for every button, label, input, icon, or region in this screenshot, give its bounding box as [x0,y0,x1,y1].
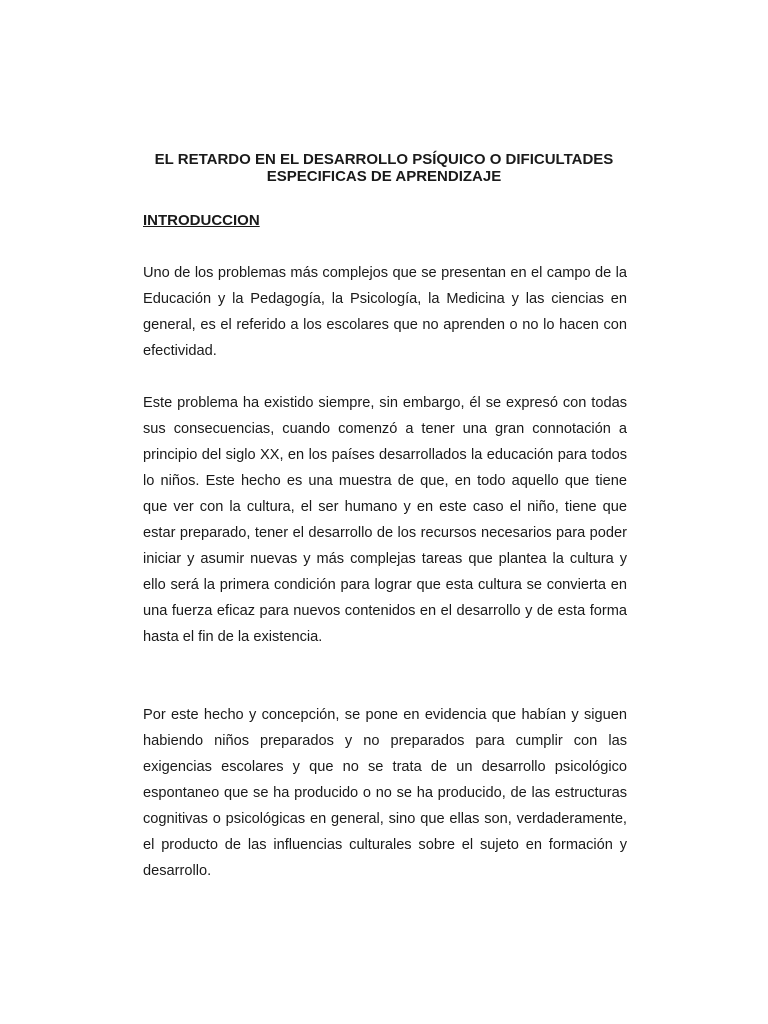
title-line-2: ESPECIFICAS DE APRENDIZAJE [266,168,502,185]
paragraph-1: Uno de los problemas más complejos que se presentan en el campo de la Educación y la Pedagogía, la Psicología, la Medicina y las ciencias en general, es el referido a los escolares que no aprenden o no lo hacen con efectividad. [143,265,627,359]
title-line-1: EL RETARDO EN EL DESARROLLO PSÍQUICO O DIFICULTADES [154,151,614,168]
document-title [120,151,648,185]
paragraph-3: Por este hecho y concepción, se pone en evidencia que habían y siguen habiendo niños preparados y no preparados para cumplir con las exigencias escolares y que no se trata de un desarrollo psicológico espontaneo que se ha producido o no se ha producido, de las estructuras cognitivas o psicológicas en general, sino que ellas son, verdaderamente, el producto de las influencias culturales sobre el sujeto en formación y desarrollo. [143,707,627,879]
section-heading: INTRODUCCION [143,212,260,229]
paragraph-2: Este problema ha existido siempre, sin embargo, él se expresó con todas sus consecuencias, cuando comenzó a tener una gran connotación a principio del siglo XX, en los países desarrollados la educación para todos lo niños. Este hecho es una muestra de que, en todo aquello que tiene que ver con la cultura, el ser humano y en este caso el niño, tiene que estar preparado, tener el desarrollo de los recursos necesarios para poder iniciar y asumir nuevas y más complejas tareas que plantea la cultura y ello será la primera condición para lograr que esta cultura se convierta en una fuerza eficaz para nuevos contenidos en el desarrollo y de esta forma hasta el fin de la existencia. [143,395,627,645]
